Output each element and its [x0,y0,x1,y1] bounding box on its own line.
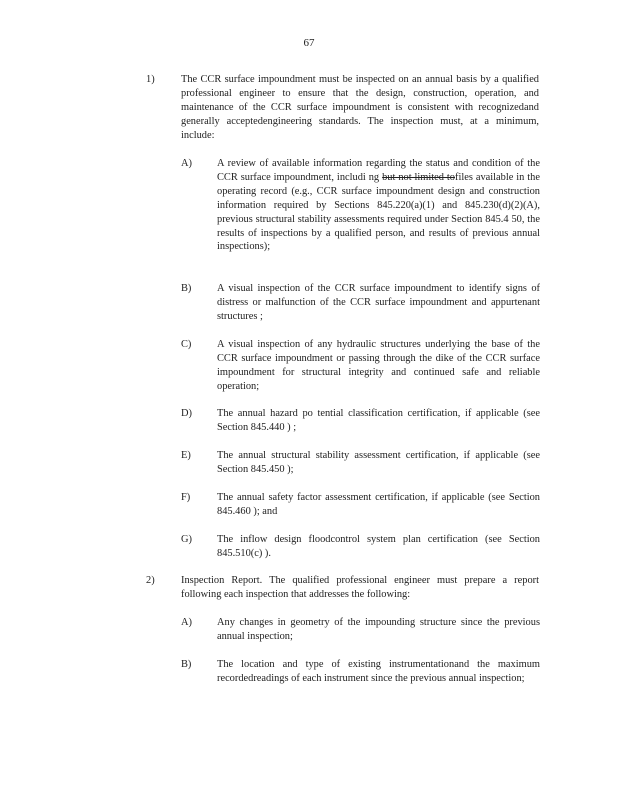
item-1e-number: E) [181,450,191,461]
item-2-number: 2) [146,575,155,586]
item-1b-text: A visual inspection of the CCR surface impoundment to identify signs of distress or malfunction of the CCR surface impoundment and appurtenant structures ; [217,283,540,322]
item-1g-number: G) [181,534,192,545]
item-1a-text-after: files available in the operating record (e.g., CCR surface impoundment design and construction information required by Sections 845.220(a)(1) and 845.230(d)(2)(A), previous structural stability assessments required under Section 845.4 50, the results of inspections by a qualified person, and results of previous annual inspections); [217,171,540,253]
item-2b-number: B) [181,659,192,670]
item-2-text: Inspection Report. The qualified professional engineer must prepare a report following each inspection that addresses the following: [181,575,539,600]
item-1b-number: B) [181,283,192,294]
item-1a-number: A) [181,158,192,169]
item-1c-text: A visual inspection of any hydraulic structures underlying the base of the CCR surface impoundment or passing through the dike of the CCR surface impoundment for structural integrity and continued safe and reliable operation; [217,339,540,392]
item-1a-struck-text: but not limited to [382,171,455,183]
item-1g-text: The inflow design floodcontrol system plan certification (see Section 845.510(c) ). [217,534,540,559]
item-1f-number: F) [181,492,191,503]
item-1c-number: C) [181,339,192,350]
item-1e-text: The annual structural stability assessment certification, if applicable (see Section 845.450 ); [217,450,540,475]
page-number: 67 [303,37,315,49]
item-1d-text: The annual hazard po tential classification certification, if applicable (see Section 845.440 ) ; [217,408,540,433]
item-1d-number: D) [181,408,192,419]
item-2b-text: The location and type of existing instrumentationand the maximum recordedreadings of each instrument since the previous annual inspection; [217,659,540,684]
item-1-text: The CCR surface impoundment must be inspected on an annual basis by a qualified professional engineer to ensure that the design, construction, operation, and maintenance of the CCR surface impoundment is consistent with recognizedand generally acceptedengineering standards. The inspection must, at a minimum, include: [181,74,539,141]
item-2a-number: A) [181,617,192,628]
item-1a-text [217,157,540,254]
item-1-number: 1) [146,74,155,85]
item-2a-text: Any changes in geometry of the impounding structure since the previous annual inspection; [217,617,540,642]
item-1a-text-before: A review of available information regarding the status and condition of the CCR surface impoundment, includi ng [217,158,540,183]
item-1f-text: The annual safety factor assessment certification, if applicable (see Section 845.460 ); and [217,492,540,517]
